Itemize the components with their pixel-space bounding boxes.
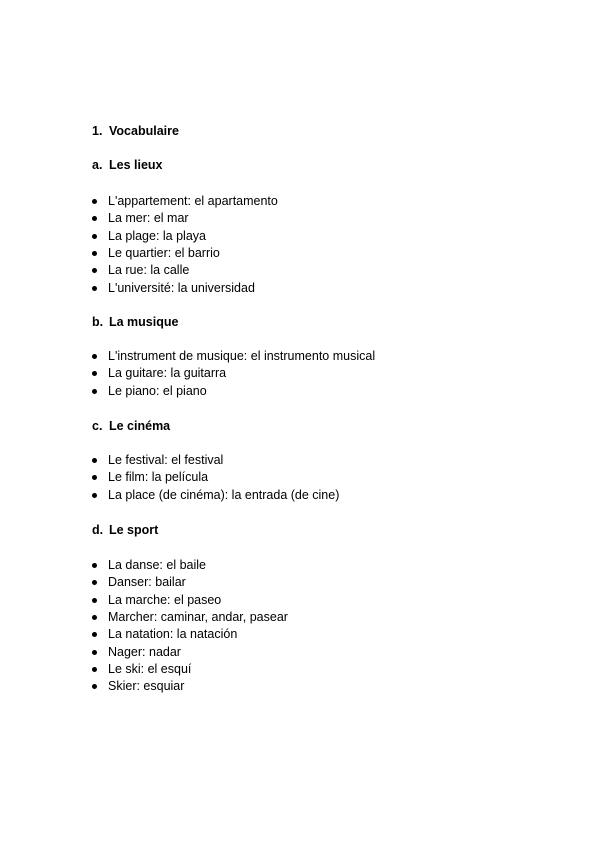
bullet-icon [92, 493, 97, 498]
section-heading [92, 523, 158, 537]
list-item-text: Marcher: caminar, andar, pasear [108, 609, 288, 624]
list-item-text: Danser: bailar [108, 575, 186, 590]
document-title [92, 124, 179, 138]
section-letter: c. [92, 419, 103, 433]
list-item-text: Le film: la película [108, 470, 209, 485]
list-item-text: L'université: la universidad [108, 280, 255, 295]
list-item-text: Skier: esquiar [108, 679, 185, 694]
section-letter: a. [92, 158, 103, 172]
bullet-icon [92, 667, 97, 672]
bullet-icon [92, 475, 97, 480]
bullet-icon [92, 684, 97, 689]
bullet-icon [92, 371, 97, 376]
bullet-icon [92, 216, 97, 221]
bullet-icon [92, 234, 97, 239]
section-heading-text: Les lieux [109, 158, 163, 172]
list-item-text: La plage: la playa [108, 228, 206, 243]
bullet-icon [92, 615, 97, 620]
list-item-text: La mer: el mar [108, 211, 189, 226]
list-item-text: La natation: la natación [108, 627, 238, 642]
title-number: 1. [92, 124, 103, 138]
bullet-icon [92, 286, 97, 291]
list-item-text: Nager: nadar [108, 644, 181, 659]
bullet-icon [92, 199, 97, 204]
bullet-icon [92, 580, 97, 585]
bullet-icon [92, 563, 97, 568]
list-item-text: La guitare: la guitarra [108, 366, 227, 381]
list-item-text: Le quartier: el barrio [108, 245, 220, 260]
bullet-icon [92, 632, 97, 637]
list-item-text: Le festival: el festival [108, 453, 224, 467]
bullet-icon [92, 458, 97, 463]
section-heading-text: La musique [109, 315, 179, 329]
bullet-icon [92, 389, 97, 394]
list-item-text: L'appartement: el apartamento [108, 194, 278, 208]
section-heading-text: Le sport [109, 523, 159, 537]
section-heading [92, 315, 178, 329]
list-item-text: L'instrument de musique: el instrumento musical [108, 349, 376, 363]
bullet-icon [92, 268, 97, 273]
bullet-icon [92, 354, 97, 359]
list-item-text: La place (de cinéma): la entrada (de cine) [108, 487, 340, 502]
section-heading [92, 419, 170, 433]
list-item-text: Le ski: el esquí [108, 661, 192, 676]
list-item-text: La rue: la calle [108, 263, 190, 278]
list-item-text: La danse: el baile [108, 558, 206, 572]
list-item-text: La marche: el paseo [108, 592, 222, 607]
section-heading [92, 158, 163, 172]
list-item-text: Le piano: el piano [108, 383, 207, 398]
section-heading-text: Le cinéma [109, 419, 171, 433]
section-letter: d. [92, 523, 104, 537]
bullet-icon [92, 251, 97, 256]
section-letter: b. [92, 315, 104, 329]
title-text: Vocabulaire [109, 124, 179, 138]
bullet-icon [92, 598, 97, 603]
bullet-icon [92, 650, 97, 655]
